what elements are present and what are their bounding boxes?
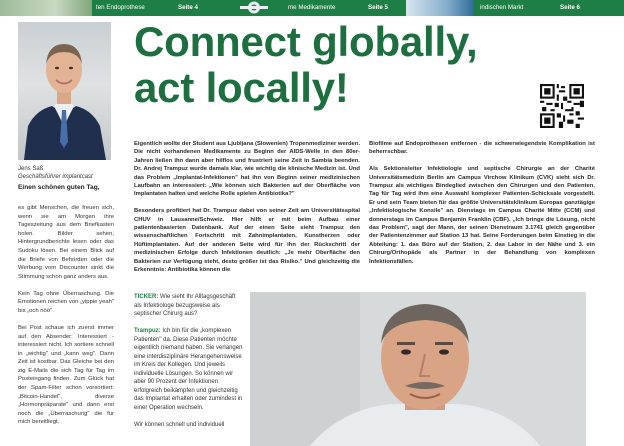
qr-code-icon[interactable]	[540, 84, 584, 128]
nav-item-page: Seite 6	[560, 4, 580, 11]
interview-answer	[134, 327, 244, 412]
trampuz-photo	[250, 292, 586, 446]
trampuz-portrait-image	[250, 292, 586, 446]
interview-tail: Wir können schnell und individuell	[134, 421, 225, 428]
implant-logo-icon	[232, 1, 276, 14]
answer-text: Ich bin für die „komplexen Patienten" da. Diese Patienten möchte eigentlich niemand haben. Sie verlangen eine interdisziplinäre Herangehensweise im Kreis der Kollegen. Und jeweils individuelle Lösungen. So können wir aber 90 Prozent der Infektionen erfolgreich beikämpfen und gleichzeitig das Implantat erhalten oder zumindest in einer Operation wechseln.	[134, 328, 243, 411]
nav-item-markt[interactable]	[480, 0, 620, 16]
nav-item-medikamente[interactable]	[288, 0, 404, 16]
headline-line-2: act locally!	[134, 64, 349, 111]
editor-portrait	[18, 22, 111, 160]
nav-thumbnail-3	[406, 0, 474, 16]
editorial-paragraph: es gibt Menschen, die freuen sich, wenn sie am Morgen ihre Tageszeitung aus dem Briefkasten holen. Bilder sehen, Hintergrundberichte lesen oder das Sudoku lösen. Bei einem Blick auf die Briefe von Behörden oder die Werbung vom Discounter sinkt die Stimmung schon ganz anders aus.	[18, 205, 114, 280]
nav-item-label: me Medikamente	[288, 4, 336, 11]
editorial-paragraph: Kein Tag ohne Überraschung. Die Emotionen reichen von „yippie yeah" bis „och nöö".	[18, 290, 114, 314]
editor-caption	[18, 165, 93, 181]
editorial-paragraph: Bei Post schaue ich zuerst immer auf den Absender: Interessiert - interessiert nicht. Ich sortiere schnell in „wichtig" und „kann weg". Dann Zeit ist kostbar. Das Gleiche bei den zig E-Mails die sich Tag für Tag im Posteingang finden. Zum Glück hat der Spam-Filter schon vorsortiert: „Bitcoin-Handel", diverse „Hormonpräparate" und dann erst noch die „Überraschung" die für mich bereitliegt.	[18, 324, 114, 426]
nav-thumbnail-1	[0, 0, 92, 16]
ticker-label: TICKER:	[134, 294, 159, 300]
article-headline	[134, 19, 478, 111]
nav-item-page: Seite 5	[368, 4, 388, 11]
headline-line-1: Connect globally,	[134, 18, 478, 65]
editor-name: Jens Saß	[18, 166, 44, 172]
nav-item-endoprothese[interactable]	[96, 0, 224, 16]
top-nav-bar	[0, 0, 624, 16]
article-column-middle	[134, 140, 360, 283]
question-text: Wie sieht Ihr Alltagsgeschäft als Infektiologe bezugsweise als septischer Chirurg aus?	[134, 294, 236, 317]
editorial-greeting: Einen schönen guten Tag,	[18, 184, 100, 191]
nav-item-label: ten Endoprothese	[96, 4, 145, 11]
article-column-right	[369, 140, 595, 274]
nav-item-label: indischen Markt	[480, 4, 524, 11]
article-paragraph: Eigentlich wollte der Student aus Ljubljana (Slowenien) Tropenmediziner werden. Die nicht vorhandenen Medikamente zu Beginn der AIDS-Welle in den 80er-Jahren ließen ihn dann aber hilflos und frustriert seine Zeit in Sambia beenden. Dr. Andrej Trampuz wurde damals klar, wie wichtig die klinische Medizin ist. Und das Problem „Implantat-Infektionen" hat ihn von Beginn seiner medizinischen Laufbahn an interessiert: „Wie können sich Bakterien auf der Oberfläche von Implantaten halten und welche Rolle spielen Antibiotika?"	[134, 141, 360, 198]
answer-label: Trampuz:	[134, 328, 161, 334]
article-paragraph: Biofilme auf Endoprothesen entfernen - die schwerwiegendste Komplikation ist beherrschbar.	[369, 141, 595, 156]
interview-question	[134, 293, 244, 319]
editor-role: Geschäftsführer implantcast	[18, 174, 93, 180]
editorial-column	[18, 204, 114, 435]
editor-photo	[18, 22, 111, 160]
article-paragraph: Als Sektionsleiter Infektiologie und septische Chirurgie an der Charité Universitätsmedizin Berlin am Campus Virchow Klinikum (CVK) sieht sich Dr. Trampuz als wichtiges Bindeglied zwischen den Chirurgen und den Patienten. Tag für Tag wird ihm eine Auswahl komplexer Patienten-Schicksale vorgestellt. Er und sein Team bieten für das größte Universitätsklinikum Europas ganztägige „Infektiologische Konsile" an. Dienstags im Campus Charité Mitte (CCM) und donnerstags im Campus Benjamin Franklin (CBF). „Ich bringe die Lösung, nicht das Problem", sagt der Mann, der seinen Dienstraum 3.1741 gleich gegenüber der Patientenzimmer auf Station 13 hat. Seine Forderungen beim Einstieg in die Abteilung: 1. das Büro auf der Station, 2. das Labor in der Nähe und 3. ein Chirurg/Orthopäde als Partner in der Behandlung von komplexen Infektionsfällen.	[369, 166, 595, 265]
nav-item-page: Seite 4	[178, 4, 198, 11]
article-paragraph: Besonders profitiert hat Dr. Trampuz dabei von seiner Zeit am Universitätsspital CHUV in Lausanne/Schweiz. Hier hilft er mit beim Aufbau einer patientenbasierten Datenbank. Auf der einen Seite sieht Trampuz den wissenschaftlichen Fortschritt mit Zahnimplantaten, Kunstherzen oder Hüftimplantaten. Auf der anderen Seite wird für ihn der Rückschritt der medizinischen Erfolge durch Infektionen deutlich: „Je mehr Oberfläche den Bakterien zur Verfügung steht, desto größer ist das Risiko." Und gleichzeitig die Erkenntnis: Antibiotika können die	[134, 208, 360, 274]
interview-box	[134, 293, 244, 438]
